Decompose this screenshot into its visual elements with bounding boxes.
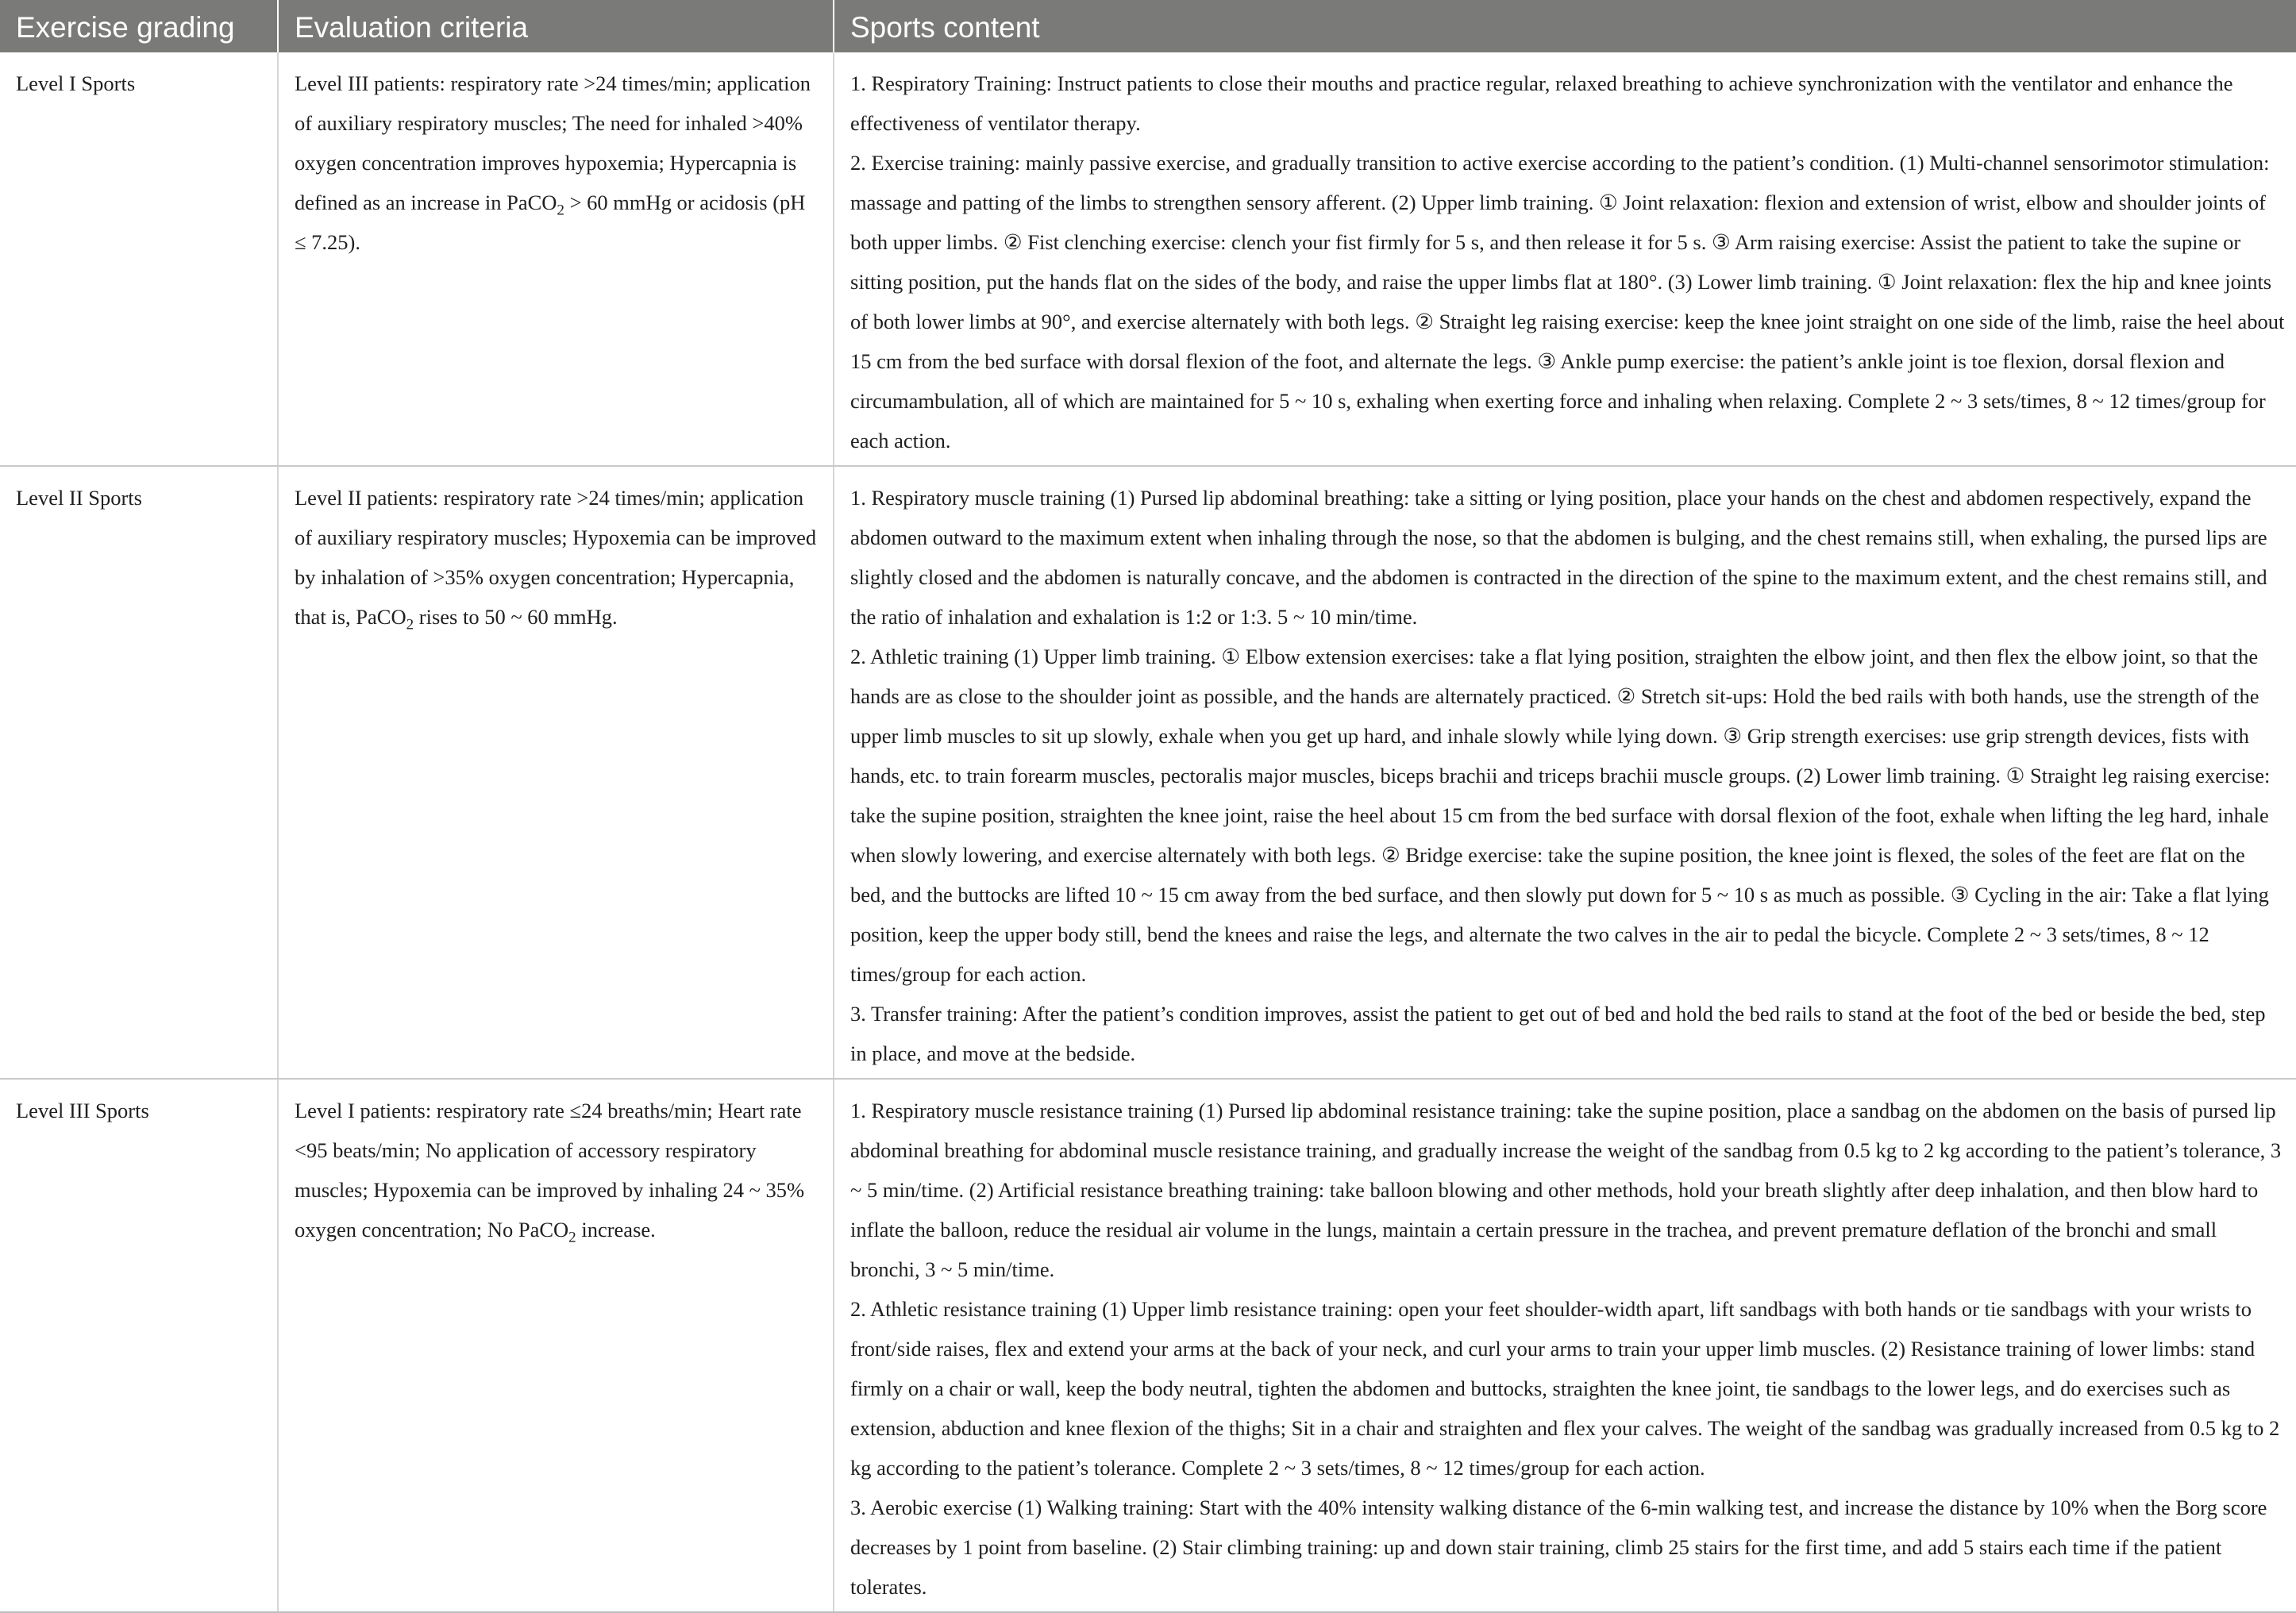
criteria-text: Level I patients: respiratory rate ≤24 breaths/min; Heart rate <95 beats/min; No application of accessory respiratory muscles; Hypoxemia can be improved by inhaling 24 ~ 35% oxygen concentration; No PaCO [295,1099,805,1242]
criteria-cell [278,1079,834,1612]
criteria-text: Level III patients: respiratory rate >24 times/min; application of auxiliary respiratory muscles; The need for inhaled >40% oxygen concentration improves hypoxemia; Hypercapnia is defined as an increase in PaCO [295,71,811,214]
criteria-text: rises to 50 ~ 60 mmHg. [414,605,618,629]
grade-cell: Level I Sports [0,52,278,466]
header-exercise-grading: Exercise grading [0,0,278,52]
table-header [0,0,2296,52]
table-row [0,1079,2296,1612]
header-sports-content: Sports content [834,0,2296,52]
grade-cell: Level II Sports [0,466,278,1079]
content-paragraph: 2. Athletic resistance training (1) Upper limb resistance training: open your feet shoulder-width apart, lift sandbags with both hands or tie sandbags with your wrists to front/side raises, flex and extend your arms at the back of your neck, and curl your arms to train your upper limb muscles. (2) Resistance training of lower limbs: stand firmly on a chair or wall, keep the body neutral, tighten the abdomen and buttocks, straighten the knee joint, tie sandbags to the lower legs, and do exercises such as extension, abduction and knee flexion of the thighs; Sit in a chair and straighten and flex your calves. The weight of the sandbag was gradually increased from 0.5 kg to 2 kg according to the patient’s tolerance. Complete 2 ~ 3 sets/times, 8 ~ 12 times/group for each action. [850,1297,2280,1480]
grade-cell: Level III Sports [0,1079,278,1612]
content-paragraph: 1. Respiratory Training: Instruct patients to close their mouths and practice regular, relaxed breathing to achieve synchronization with the ventilator and enhance the effectiveness of ventilator therapy. [850,71,2233,135]
header-evaluation-criteria: Evaluation criteria [278,0,834,52]
content-paragraph: 2. Athletic training (1) Upper limb training. ① Elbow extension exercises: take a flat lying position, straighten the elbow joint, and then flex the elbow joint, so that the hands are as close to the shoulder joint as possible, and the hands are alternately practiced. ② Stretch sit-ups: Hold the bed rails with both hands, use the strength of the upper limb muscles to sit up slowly, exhale when you get up hard, and inhale slowly while lying down. ③ Grip strength exercises: use grip strength devices, fists with hands, etc. to train forearm muscles, pectoralis major muscles, biceps brachii and triceps brachii muscle groups. (2) Lower limb training. ① Straight leg raising exercise: take the supine position, straighten the knee joint, raise the heel about 15 cm from the bed surface with dorsal flexion of the foot, exhale when lifting the leg hard, inhale when slowly lowering, and exercise alternately with both legs. ② Bridge exercise: take the supine position, the knee joint is flexed, the soles of the feet are flat on the bed, and the buttocks are lifted 10 ~ 15 cm away from the bed surface, and then slowly put down for 5 ~ 10 s as much as possible. ③ Cycling in the air: Take a flat lying position, keep the upper body still, bend the knees and raise the legs, and alternate the two calves in the air to pedal the bicycle. Complete 2 ~ 3 sets/times, 8 ~ 12 times/group for each action. [850,645,2271,986]
table-body [0,52,2296,1612]
criteria-text: > 60 mmHg or acidosis (pH ≤ 7.25). [295,191,806,254]
subscript: 2 [568,1229,576,1246]
content-paragraph: 2. Exercise training: mainly passive exercise, and gradually transition to active exercise according to the patient’s condition. (1) Multi-channel sensorimotor stimulation: massage and patting of the limbs to strengthen sensory afferent. (2) Upper limb training. ① Joint relaxation: flexion and extension of wrist, elbow and shoulder joints of both upper limbs. ② Fist clenching exercise: clench your fist firmly for 5 s, and then release it for 5 s. ③ Arm raising exercise: Assist the patient to take the supine or sitting position, put the hands flat on the sides of the body, and raise the upper limbs flat at 180°. (3) Lower limb training. ① Joint relaxation: flex the hip and knee joints of both lower limbs at 90°, and exercise alternately with both legs. ② Straight leg raising exercise: keep the knee joint straight on one side of the limb, raise the heel about 15 cm from the bed surface with dorsal flexion of the foot, and alternate the legs. ③ Ankle pump exercise: the patient’s ankle joint is toe flexion, dorsal flexion and circumambulation, all of which are maintained for 5 ~ 10 s, exhaling when exerting force and inhaling when relaxing. Complete 2 ~ 3 sets/times, 8 ~ 12 times/group for each action. [850,151,2285,452]
subscript: 2 [557,202,564,219]
criteria-text: increase. [576,1218,656,1242]
content-paragraph: 3. Transfer training: After the patient’s condition improves, assist the patient to get out of bed and hold the bed rails to stand at the foot of the bed or beside the bed, step in place, and move at the bedside. [850,1002,2266,1065]
criteria-cell [278,466,834,1079]
criteria-cell [278,52,834,466]
content-cell [834,1079,2296,1612]
content-cell [834,52,2296,466]
content-cell [834,466,2296,1079]
table-row [0,52,2296,466]
subscript: 2 [406,616,414,633]
table-row [0,466,2296,1079]
content-paragraph: 1. Respiratory muscle resistance training (1) Pursed lip abdominal resistance training: take the supine position, place a sandbag on the abdomen on the basis of pursed lip abdominal breathing for abdominal muscle resistance training, and gradually increase the weight of the sandbag from 0.5 kg to 2 kg according to the patient’s tolerance, 3 ~ 5 min/time. (2) Artificial resistance breathing training: take balloon blowing and other methods, hold your breath slightly after deep inhalation, and then blow hard to inflate the balloon, reduce the residual air volume in the lungs, maintain a certain pressure in the trachea, and prevent premature deflation of the bronchi and small bronchi, 3 ~ 5 min/time. [850,1099,2282,1281]
header-row [0,0,2296,52]
content-paragraph: 1. Respiratory muscle training (1) Pursed lip abdominal breathing: take a sitting or lying position, place your hands on the chest and abdomen respectively, expand the abdomen outward to the maximum extent when inhaling through the nose, so that the abdomen is bulging, and the chest remains still, when exhaling, the pursed lips are slightly closed and the abdomen is naturally concave, and the abdomen is contracted in the direction of the spine to the maximum extent, and the chest remains still, and the ratio of inhalation and exhalation is 1:2 or 1:3. 5 ~ 10 min/time. [850,486,2267,629]
content-paragraph: 3. Aerobic exercise (1) Walking training: Start with the 40% intensity walking distance of the 6-min walking test, and increase the distance by 10% when the Borg score decreases by 1 point from baseline. (2) Stair climbing training: up and down stair training, climb 25 stairs for the first time, and add 5 stairs each time if the patient tolerates. [850,1496,2267,1599]
criteria-text: Level II patients: respiratory rate >24 times/min; application of auxiliary respiratory muscles; Hypoxemia can be improved by inhalation of >35% oxygen concentration; Hypercapnia, that is, PaCO [295,486,817,629]
